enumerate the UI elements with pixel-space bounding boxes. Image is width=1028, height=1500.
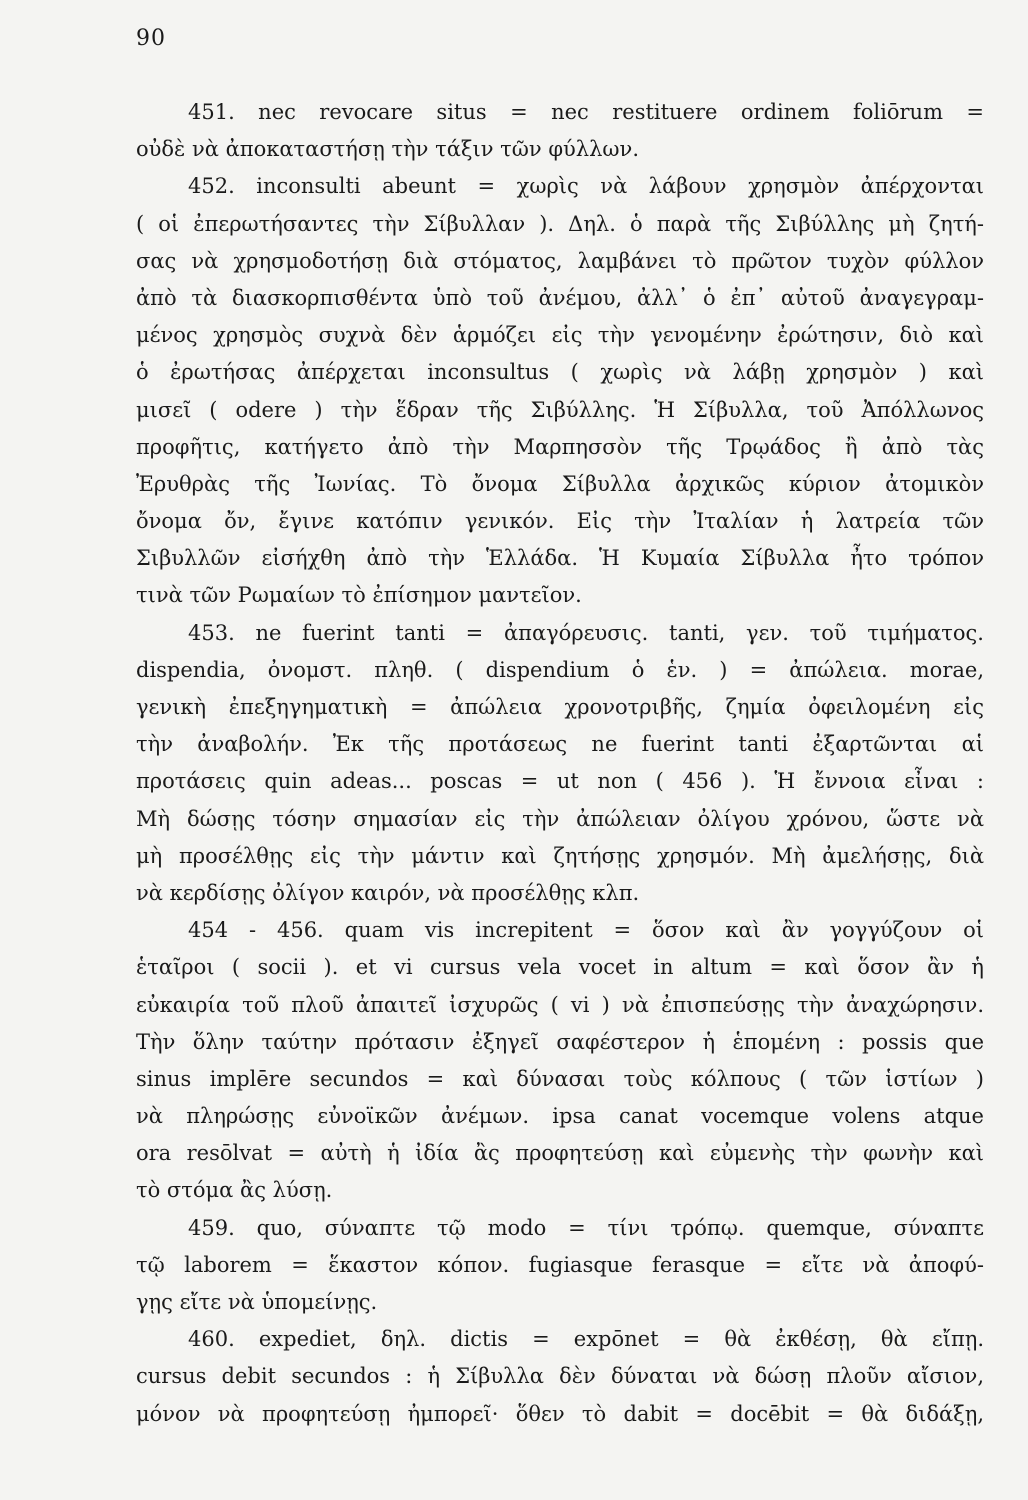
text-line: οὐδὲ νὰ ἀποκαταστήσῃ τὴν τάξιν τῶν φύλλων. — [136, 137, 639, 162]
text-line: ὄνομα ὄν, ἔγινε κατόπιν γενικόν. Εἰς τὴν Ἰταλίαν ἡ λατρεία τῶν — [136, 509, 984, 534]
text-line: μὴ προσέλθῃς εἰς τὴν μάντιν καὶ ζητήσῃς χρησμόν. Μὴ ἀμελήσῃς, διὰ — [136, 843, 984, 868]
text-line: ora resōlvat = αὐτὴ ἡ ἰδία ἂς προφητεύσῃ καὶ εὐμενὴς τὴν φωνὴν καὶ — [136, 1141, 984, 1166]
text-line: ὁ ἐρωτήσας ἀπέρχεται inconsultus ( χωρὶς νὰ λάβῃ χρησμὸν ) καὶ — [136, 360, 984, 385]
text-line: νὰ κερδίσῃς ὀλίγον καιρόν, νὰ προσέλθῃς κλπ. — [136, 880, 640, 905]
text-line: Τὴν ὅλην ταύτην πρότασιν ἐξηγεῖ σαφέστερον ἡ ἑπομένη : possis que — [136, 1029, 984, 1054]
text-line: ( οἱ ἐπερωτήσαντες τὴν Σίβυλλαν ). Δηλ. ὁ παρὰ τῆς Σιβύλλης μὴ ζητή- — [136, 211, 984, 236]
text-line: νὰ πληρώσῃς εὐνοϊκῶν ἀνέμων. ipsa canat vocemque volens atque — [136, 1104, 984, 1129]
text-line: dispendia, ὀνομστ. πληθ. ( dispendium ὁ ἑν. ) = ἀπώλεια. morae, — [136, 657, 984, 682]
text-line: μένος χρησμὸς συχνὰ δὲν ἁρμόζει εἰς τὴν γενομένην ἐρώτησιν, διὸ καὶ — [136, 323, 984, 348]
text-line: ἑταῖροι ( socii ). et vi cursus vela vocet in altum = καὶ ὅσον ἂν ἡ — [136, 955, 984, 980]
text-line: τῷ laborem = ἕκαστον κόπον. fugiasque ferasque = εἴτε νὰ ἀποφύ- — [136, 1252, 984, 1277]
text-line: 452. inconsulti abeunt = χωρὶς νὰ λάβουν χρησμὸν ἀπέρχονται — [188, 174, 984, 199]
text-line: μόνον νὰ προφητεύσῃ ἠμπορεῖ· ὅθεν τὸ dabit = docēbit = θὰ διδάξῃ, — [136, 1401, 984, 1426]
text-line: sinus implēre secundos = καὶ δύνασαι τοὺς κόλπους ( τῶν ἱστίων ) — [136, 1066, 984, 1091]
text-line: 453. ne fuerint tanti = ἀπαγόρευσις. tanti, γεν. τοῦ τιμήματος. — [188, 620, 984, 645]
text-line: Σιβυλλῶν εἰσήχθη ἀπὸ τὴν Ἑλλάδα. Ἡ Κυμαία Σίβυλλα ἦτο τρόπον — [136, 546, 984, 571]
text-line: προφῆτις, κατήγετο ἀπὸ τὴν Μαρπησσὸν τῆς Τρῳάδος ἢ ἀπὸ τὰς — [136, 434, 984, 459]
text-line: 454 - 456. quam vis increpitent = ὅσον καὶ ἂν γογγύζουν οἱ — [188, 918, 984, 943]
text-line: γῃς εἴτε νὰ ὑπομείνῃς. — [136, 1290, 378, 1314]
text-line: ἀπὸ τὰ διασκορπισθέντα ὑπὸ τοῦ ἀνέμου, ἀλλ᾽ ὁ ἐπ᾽ αὐτοῦ ἀναγεγραμ- — [136, 285, 984, 310]
text-line: τινὰ τῶν Ρωμαίων τὸ ἐπίσημον μαντεῖον. — [136, 583, 582, 608]
text-line: 451. nec revocare situs = nec restituere ordinem foliōrum = — [188, 100, 984, 124]
text-line: τὸ στόμα ἂς λύσῃ. — [136, 1178, 333, 1203]
text-line: Ἐρυθρὰς τῆς Ἰωνίας. Τὸ ὄνομα Σίβυλλα ἀρχικῶς κύριον ἀτομικὸν — [136, 471, 984, 496]
page-number: 90 — [136, 26, 166, 51]
text-line: εὐκαιρία τοῦ πλοῦ ἀπαιτεῖ ἰσχυρῶς ( vi ) νὰ ἐπισπεύσῃς τὴν ἀναχώρησιν. — [136, 992, 984, 1017]
text-line: προτάσεις quin adeas... poscas = ut non ( 456 ). Ἡ ἔννοια εἶναι : — [136, 769, 984, 794]
text-line: σας νὰ χρησμοδοτήσῃ διὰ στόματος, λαμβάνει τὸ πρῶτον τυχὸν φύλλον — [136, 248, 984, 273]
text-line: 460. expediet, δηλ. dictis = expōnet = θὰ ἐκθέσῃ, θὰ εἴπῃ. — [188, 1327, 984, 1352]
text-line: cursus debit secundos : ἡ Σίβυλλα δὲν δύναται νὰ δώσῃ πλοῦν αἴσιον, — [136, 1364, 984, 1389]
text-line: μισεῖ ( odere ) τὴν ἕδραν τῆς Σιβύλλης. Ἡ Σίβυλλα, τοῦ Ἀπόλλωνος — [136, 397, 984, 422]
commentary-text — [136, 94, 984, 1433]
text-line: γενικὴ ἐπεξηγηματικὴ = ἀπώλεια χρονοτριβῆς, ζημία ὀφειλομένη εἰς — [136, 695, 984, 719]
text-line: 459. quo, σύναπτε τῷ modo = τίνι τρόπῳ. quemque, σύναπτε — [188, 1215, 984, 1240]
text-line: τὴν ἀναβολήν. Ἐκ τῆς προτάσεως ne fuerint tanti ἐξαρτῶνται αἱ — [136, 732, 984, 757]
text-line: Μὴ δώσῃς τόσην σημασίαν εἰς τὴν ἀπώλειαν ὀλίγου χρόνου, ὥστε νὰ — [136, 806, 984, 831]
